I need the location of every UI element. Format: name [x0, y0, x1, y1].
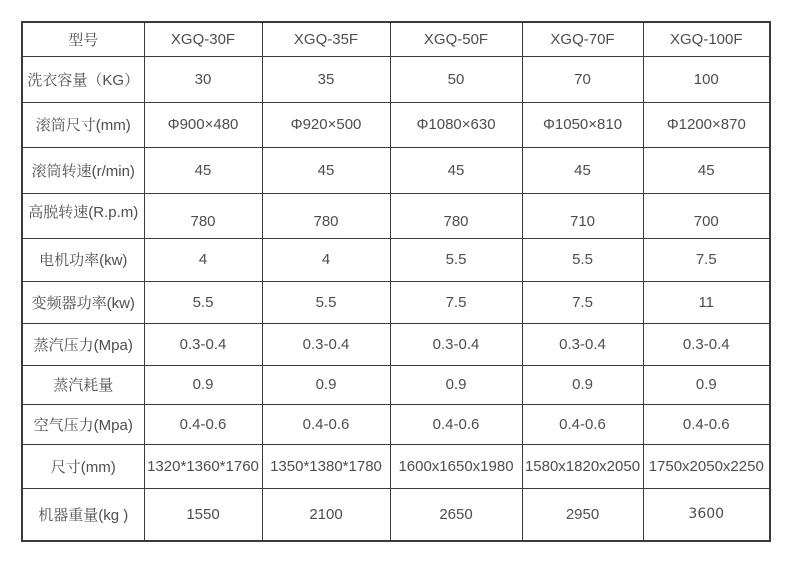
header-row — [22, 22, 770, 56]
cell-value: 0.4-0.6 — [390, 404, 522, 444]
row-dimensions — [22, 444, 770, 488]
cell-value: 0.9 — [144, 365, 262, 404]
cell-value: 4 — [144, 238, 262, 281]
cell-value: 1320*1360*1760 — [144, 444, 262, 488]
header-model-xgq30f: XGQ-30F — [144, 22, 262, 56]
cell-value: Φ1200×870 — [643, 102, 770, 147]
cell-value: 0.9 — [390, 365, 522, 404]
row-label: 滚筒尺寸(mm) — [22, 102, 144, 147]
cell-value: 0.3-0.4 — [262, 323, 390, 365]
cell-value: 7.5 — [390, 281, 522, 323]
cell-value: 1580x1820x2050 — [522, 444, 643, 488]
cell-value: 0.3-0.4 — [643, 323, 770, 365]
cell-value: Φ1050×810 — [522, 102, 643, 147]
row-drum-speed — [22, 147, 770, 193]
row-label: 蒸汽耗量 — [22, 365, 144, 404]
cell-value: 780 — [390, 193, 522, 238]
cell-value: 50 — [390, 56, 522, 102]
row-label: 电机功率(kw) — [22, 238, 144, 281]
cell-value: 7.5 — [522, 281, 643, 323]
washer-spec-table — [21, 21, 771, 542]
row-label: 洗衣容量（KG） — [22, 56, 144, 102]
row-air-pressure — [22, 404, 770, 444]
row-label: 高脱转速(R.p.m) — [22, 193, 144, 238]
header-model-xgq50f: XGQ-50F — [390, 22, 522, 56]
cell-value: 35 — [262, 56, 390, 102]
header-model-label: 型号 — [22, 22, 144, 56]
cell-value: 5.5 — [144, 281, 262, 323]
row-label: 机器重量(kg ) — [22, 488, 144, 541]
cell-value: 45 — [262, 147, 390, 193]
cell-value: 0.4-0.6 — [643, 404, 770, 444]
row-label: 空气压力(Mpa) — [22, 404, 144, 444]
row-machine-weight — [22, 488, 770, 541]
cell-value: 45 — [390, 147, 522, 193]
cell-value: 1750x2050x2250 — [643, 444, 770, 488]
cell-value: 70 — [522, 56, 643, 102]
cell-value: 0.3-0.4 — [144, 323, 262, 365]
row-label: 变频器功率(kw) — [22, 281, 144, 323]
cell-value: 780 — [262, 193, 390, 238]
cell-value: 1350*1380*1780 — [262, 444, 390, 488]
cell-value: 0.9 — [262, 365, 390, 404]
cell-value: 7.5 — [643, 238, 770, 281]
cell-value: Φ900×480 — [144, 102, 262, 147]
row-drum-size — [22, 102, 770, 147]
cell-value: 11 — [643, 281, 770, 323]
cell-value: 4 — [262, 238, 390, 281]
cell-value: 780 — [144, 193, 262, 238]
row-steam-consumption — [22, 365, 770, 404]
cell-value: 3600 — [643, 488, 770, 541]
cell-value: 0.9 — [522, 365, 643, 404]
cell-value: 0.3-0.4 — [390, 323, 522, 365]
cell-value: 700 — [643, 193, 770, 238]
cell-value: 2650 — [390, 488, 522, 541]
row-label: 滚筒转速(r/min) — [22, 147, 144, 193]
row-wash-capacity — [22, 56, 770, 102]
cell-value: Φ920×500 — [262, 102, 390, 147]
cell-value: 0.9 — [643, 365, 770, 404]
cell-value: 30 — [144, 56, 262, 102]
header-model-xgq100f: XGQ-100F — [643, 22, 770, 56]
cell-value: 1550 — [144, 488, 262, 541]
row-steam-pressure — [22, 323, 770, 365]
cell-value: 45 — [522, 147, 643, 193]
cell-value: 1600x1650x1980 — [390, 444, 522, 488]
cell-value: 45 — [643, 147, 770, 193]
cell-value: 45 — [144, 147, 262, 193]
row-motor-power — [22, 238, 770, 281]
cell-value: 5.5 — [262, 281, 390, 323]
cell-value: 2950 — [522, 488, 643, 541]
cell-value: 0.4-0.6 — [262, 404, 390, 444]
cell-value: 710 — [522, 193, 643, 238]
row-spin-speed — [22, 193, 770, 238]
cell-value: Φ1080×630 — [390, 102, 522, 147]
cell-value: 100 — [643, 56, 770, 102]
row-label: 蒸汽压力(Mpa) — [22, 323, 144, 365]
cell-value: 5.5 — [522, 238, 643, 281]
cell-value: 0.4-0.6 — [144, 404, 262, 444]
header-model-xgq35f: XGQ-35F — [262, 22, 390, 56]
cell-value: 5.5 — [390, 238, 522, 281]
cell-value: 0.4-0.6 — [522, 404, 643, 444]
cell-value: 0.3-0.4 — [522, 323, 643, 365]
row-label: 尺寸(mm) — [22, 444, 144, 488]
cell-value: 2100 — [262, 488, 390, 541]
row-inverter-power — [22, 281, 770, 323]
header-model-xgq70f: XGQ-70F — [522, 22, 643, 56]
